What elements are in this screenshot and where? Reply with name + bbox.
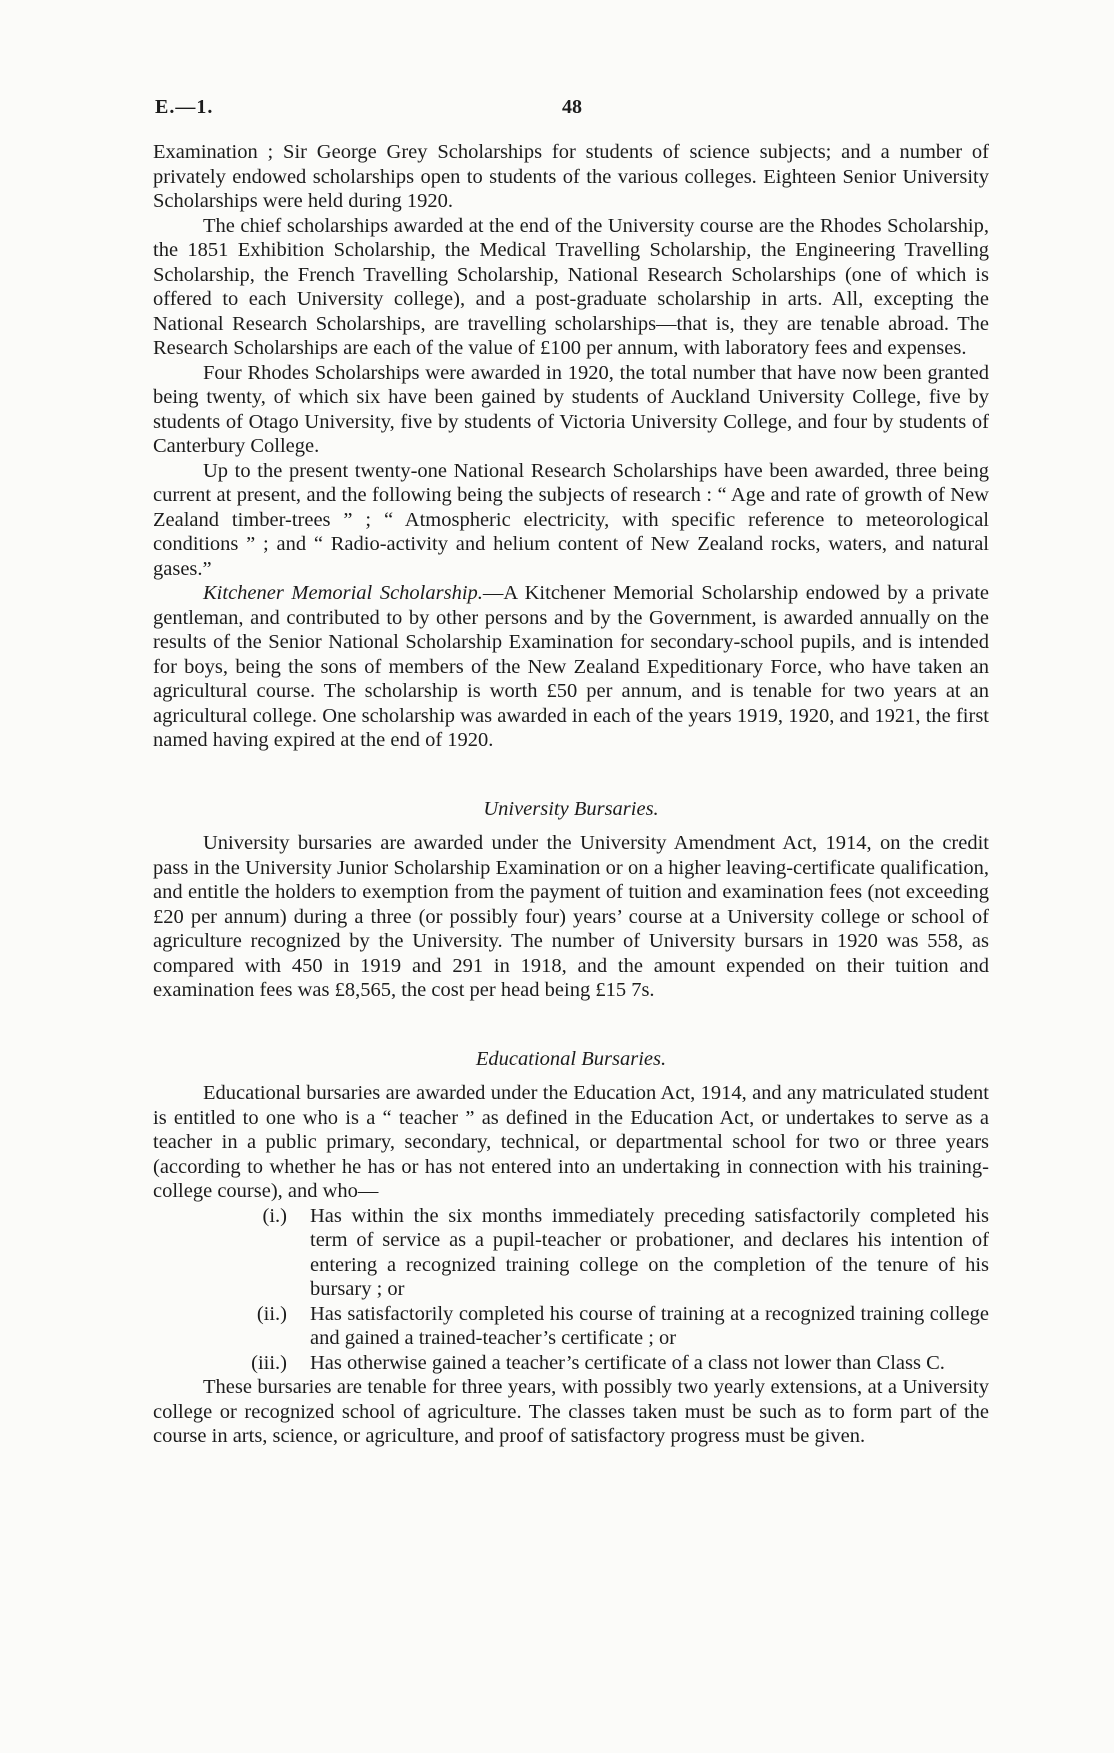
list-item-text: Has otherwise gained a teacher’s certificate of a class not lower than Class C. — [310, 1351, 945, 1374]
kitchener-text: —A Kitchener Memorial Scholarship endowed by a private gentleman, and contributed to by other persons and by the Government, is awarded annually on the results of the Senior National Scholarship Examination for secondary-school pupils, and is intended for boys, being the sons of members of the New Zealand Expeditionary Force, who have taken an agricultural course. The scholarship is worth £50 per annum, and is tenable for two years at an agricultural college. One scholarship was awarded in each of the years 1919, 1920, and 1921, the first named having expired at the end of 1920. — [153, 582, 989, 751]
list-marker: (ii.) — [256, 1302, 287, 1325]
document-body — [153, 140, 989, 1449]
paragraph-research-scholarships: Up to the present twenty-one National Research Scholarships have been awarded, three being current at present, and the following being the subjects of research : “ Age and rate of growth of New Zealand timber-trees ” ; “ Atmospheric electricity, with specific reference to meteorological conditions ” ; and “ Radio-activity and helium content of New Zealand rocks, waters, and natural gases.” — [153, 459, 989, 580]
page-number: 48 — [562, 96, 582, 118]
list-marker: (i.) — [262, 1204, 287, 1227]
paragraph-chief-scholarships: The chief scholarships awarded at the end of the University course are the Rhodes Scholarship, the 1851 Exhibition Scholarship, the Medical Travelling Scholarship, the Engineering Travelling Scholarship, the French Travelling Scholarship, National Research Scholarships (one of which is offered to each University college), and a post-graduate scholarship in arts. All, excepting the National Research Scholarships, are travelling scholarships—that is, they are tenable abroad. The Research Scholarships are each of the value of £100 per annum, with laboratory fees and expenses. — [153, 214, 989, 359]
page-header — [155, 96, 989, 126]
report-reference: E.—1. — [155, 96, 214, 118]
heading-educational-bursaries: Educational Bursaries. — [475, 1047, 667, 1070]
kitchener-lead: Kitchener Memorial Scholarship. — [203, 582, 483, 604]
list-item — [153, 1351, 989, 1376]
paragraph-educational-bursaries-intro: Educational bursaries are awarded under the Education Act, 1914, and any matriculated student is entitled to one who is a “ teacher ” as defined in the Education Act, or undertakes to serve as a teacher in a public primary, secondary, technical, or departmental school for two or three years (according to whether he has or has not entered into an undertaking in connection with his training-college course), and who— — [153, 1082, 989, 1202]
list-item-text: Has within the six months immediately preceding satisfactorily completed his term of service as a pupil-teacher or probationer, and declares his intention of entering a recognized training college on the completion of the tenure of his bursary ; or — [310, 1204, 989, 1300]
list-marker: (iii.) — [251, 1351, 287, 1374]
list-item — [153, 1204, 989, 1302]
paragraph-kitchener — [153, 581, 989, 753]
paragraph-university-bursaries: University bursaries are awarded under the University Amendment Act, 1914, on the credit pass in the University Junior Scholarship Examination or on a higher leaving-certificate qualification, and entitle the holders to exemption from the payment of tuition and examination fees (not exceeding £20 per annum) during a three (or possibly four) years’ course at a University college or school of agriculture recognized by the University. The number of University bursars in 1920 was 558, as compared with 450 in 1919 and 291 in 1918, and the amount expended on their tuition and examination fees was £8,565, the cost per head being £15 7s. — [153, 832, 989, 1001]
conditions-list — [153, 1204, 989, 1376]
paragraph-examination: Examination ; Sir George Grey Scholarships for students of science subjects; and a number of privately endowed scholarships open to students of the various colleges. Eighteen Senior University Scholarships were held during 1920. — [153, 141, 989, 212]
list-item-text: Has satisfactorily completed his course of training at a recognized training college and gained a trained-teacher’s certificate ; or — [310, 1302, 989, 1349]
paragraph-educational-bursaries-closing: These bursaries are tenable for three years, with possibly two yearly extensions, at a University college or recognized school of agriculture. The classes taken must be such as to form part of the course in arts, science, or agriculture, and proof of satisfactory progress must be given. — [153, 1376, 989, 1447]
list-item — [153, 1302, 989, 1351]
heading-university-bursaries: University Bursaries. — [483, 797, 659, 820]
paragraph-rhodes: Four Rhodes Scholarships were awarded in 1920, the total number that have now been granted being twenty, of which six have been gained by students of Auckland University College, five by students of Otago University, five by students of Victoria University College, and four by students of Canterbury College. — [153, 361, 989, 457]
